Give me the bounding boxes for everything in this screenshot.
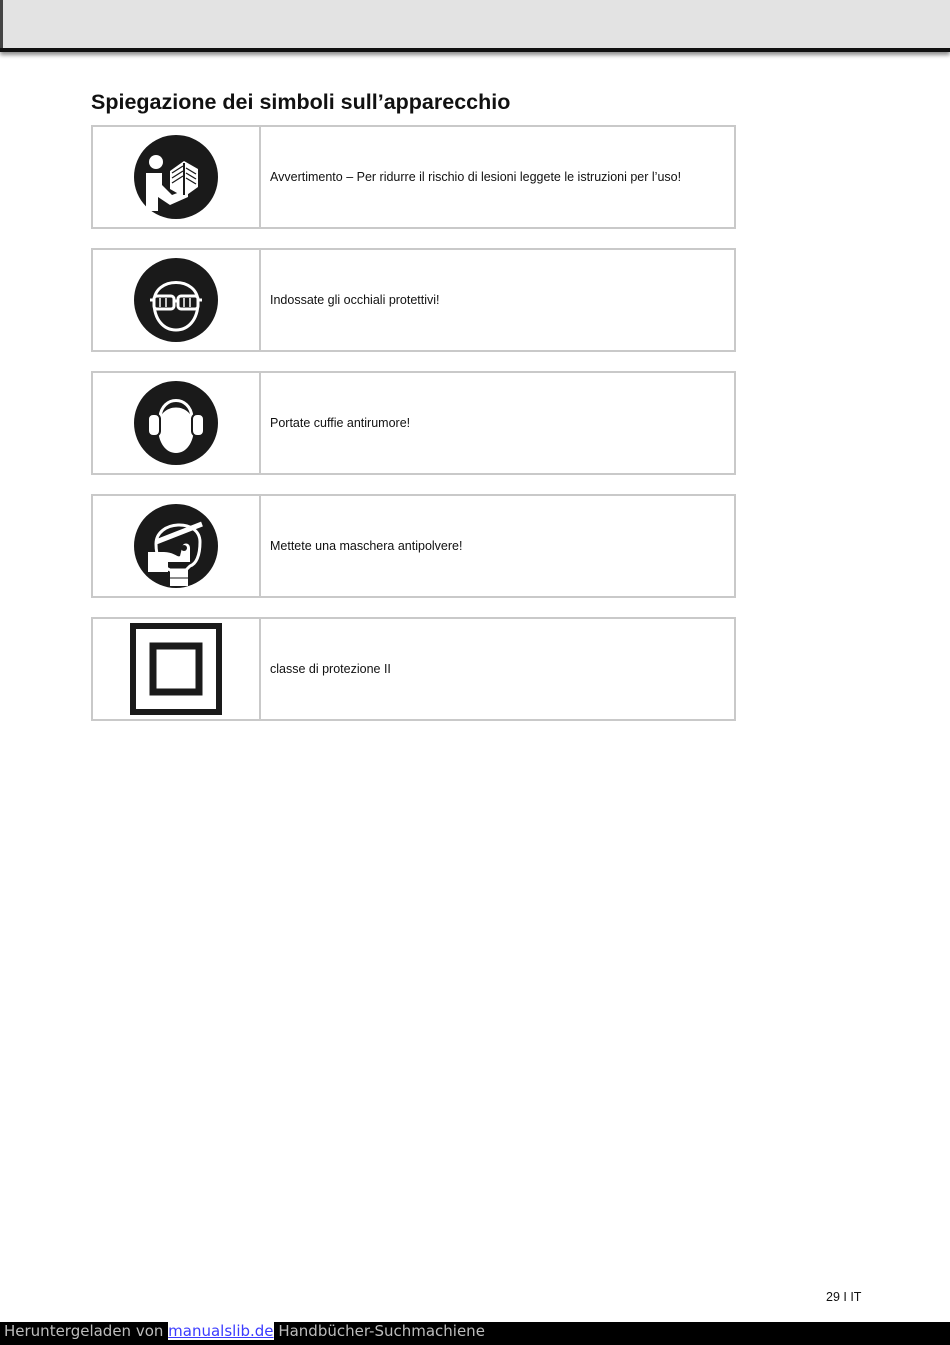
symbol-description: Avvertimento – Per ridurre il rischio di lesioni leggete le istruzioni per l’uso!	[270, 170, 682, 184]
symbol-row	[91, 248, 736, 352]
symbol-table	[91, 125, 736, 740]
header-band	[0, 0, 950, 52]
footer-prefix: Heruntergeladen von	[4, 1322, 169, 1340]
symbol-row	[91, 125, 736, 229]
protection-class-ii-icon	[130, 623, 222, 715]
footer-suffix: Handbücher-Suchmachiene	[273, 1322, 485, 1340]
page-number: 29 I IT	[826, 1290, 862, 1304]
manualslib-link[interactable]: manualslib.de	[168, 1322, 274, 1340]
read-manual-icon	[134, 135, 218, 219]
symbol-cell	[93, 619, 261, 719]
symbol-description: Indossate gli occhiali protettivi!	[270, 293, 440, 307]
dust-mask-icon	[134, 504, 218, 588]
symbol-description: Mettete una maschera antipolvere!	[270, 539, 463, 553]
symbol-row	[91, 617, 736, 721]
eye-protection-icon	[134, 258, 218, 342]
symbol-description: classe di protezione II	[270, 662, 391, 676]
page-title: Spiegazione dei simboli sull’apparecchio	[91, 90, 511, 114]
symbol-cell	[93, 496, 261, 596]
symbol-row	[91, 494, 736, 598]
symbol-cell	[93, 127, 261, 227]
symbol-description: Portate cuffie antirumore!	[270, 416, 411, 430]
symbol-cell	[93, 373, 261, 473]
ear-protection-icon	[134, 381, 218, 465]
symbol-row	[91, 371, 736, 475]
symbol-cell	[93, 250, 261, 350]
download-footer	[0, 1322, 950, 1345]
